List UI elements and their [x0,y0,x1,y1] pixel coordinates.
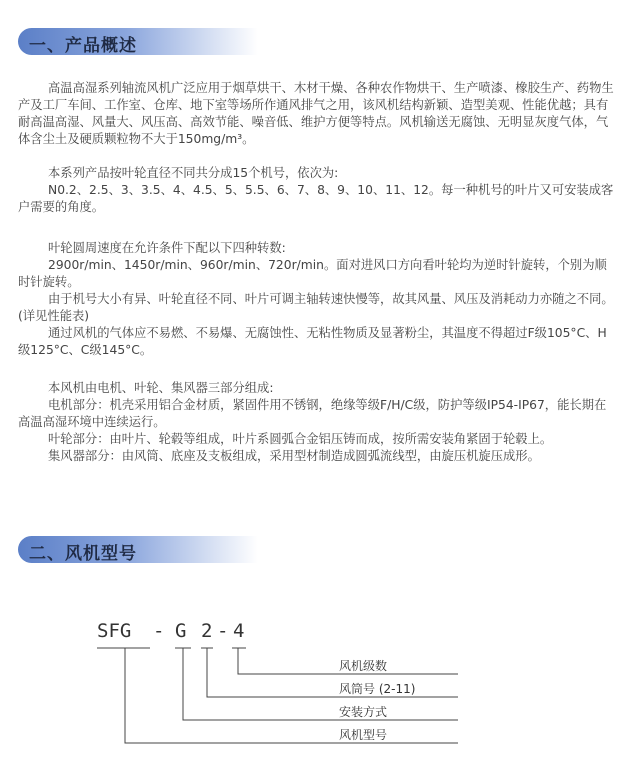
structure-paragraph-motor: 电机部分：机壳采用铝合金材质，紧固件用不锈钢，绝缘等级F/H/C级，防护等级IP54-IP67，能长期在高温高湿环境中连续运行。 [18,398,607,429]
model-code-4: 4 [233,620,245,642]
speed-paragraph-3: 由于机号大小有异、叶轮直径不同、叶片可调主轴转速快慢等，故其风量、风压及消耗动力亦随之不同。(详见性能表) [18,292,614,323]
intro-paragraph: 高温高湿系列轴流风机广泛应用于烟草烘干、木材干燥、各种农作物烘干、生产喷漆、橡胶生产、药物生产及工厂车间、工作室、仓库、地下室等场所作通风排气之用，该风机结构新颖、造型美观、性能优越；具有耐高温高湿、风量大、风压高、高效节能、噪音低、维护方便等特点。风机输送无腐蚀、无明显灰度气体，气体含尘土及硬质颗粒物不大于150mg/m³。 [18,81,614,146]
section-title: 一、产品概述 [29,36,137,56]
label-fan-type: 风机型号 [339,728,388,742]
speed-paragraph-4: 通过风机的气体应不易燃、不易爆、无腐蚀性、无粘性物质及显著粉尘，其温度不得超过F级105°C、H级125°C、C级145°C。 [18,326,607,357]
structure-paragraph-1: 本风机由电机、叶轮、集风器三部分组成: [48,381,274,395]
models-paragraph-2: N0.2、2.5、3、3.5、4、4.5、5、5.5、6、7、8、9、10、11、12。每一种机号的叶片又可安装成客户需要的角度。 [18,183,614,214]
model-code-sfg: SFG [97,620,132,642]
label-tube-number: 风筒号 (2-11) [339,682,416,696]
model-code-dash-1: - [153,620,165,642]
model-code-g: G [175,620,187,642]
models-paragraph-1: 本系列产品按叶轮直径不同共分成15个机号，依次为: [48,166,339,180]
label-install-method: 安装方式 [339,705,388,719]
speed-paragraph-2: 2900r/min、1450r/min、960r/min、720r/min。面对进风口方向看叶轮均为逆时针旋转，个别为顺时针旋转。 [18,258,607,289]
label-fan-level: 风机级数 [339,659,388,673]
structure-paragraph-impeller: 叶轮部分：由叶片、轮毂等组成，叶片系圆弧合金铝压铸而成，按所需安装角紧固于轮毂上。 [48,432,553,446]
model-code-dash-2: - [217,620,229,642]
model-code-2: 2 [201,620,213,642]
structure-paragraph-collector: 集风器部分：由风筒、底座及支板组成，采用型材制造成圆弧流线型，由旋压机旋压成形。 [48,449,540,463]
leader-install [183,648,458,720]
section-title: 二、风机型号 [29,544,137,564]
leader-tube [207,648,458,697]
speed-paragraph-1: 叶轮圆周速度在允许条件下配以下四种转数: [48,241,286,255]
